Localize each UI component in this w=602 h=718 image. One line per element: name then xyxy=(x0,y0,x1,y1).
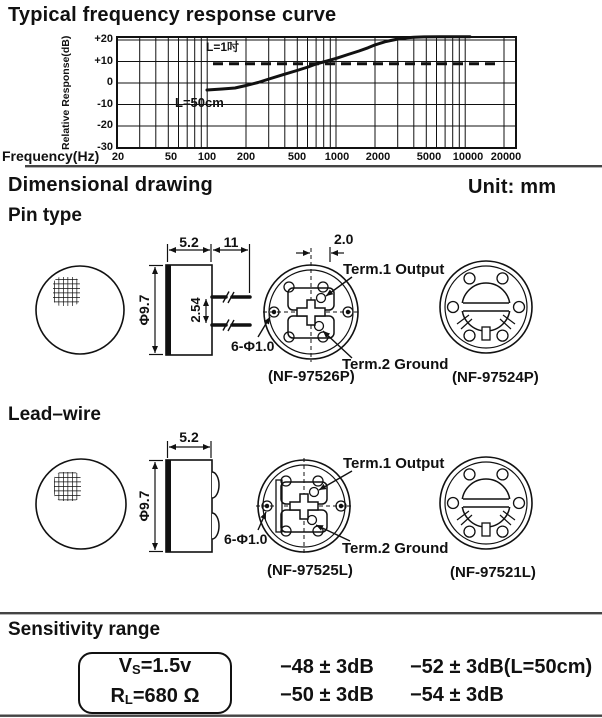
rl-line: RL=680 Ω xyxy=(110,685,200,707)
test-condition-box xyxy=(78,652,232,714)
term1-label: Term.1 Output xyxy=(343,455,445,472)
lead-wire-side-view xyxy=(149,441,219,552)
term1-label: Term.1 Output xyxy=(343,261,445,278)
sensitivity-value: −52 ± 3dB(L=50cm) xyxy=(410,656,593,678)
dim-pin-pitch: 2.54 xyxy=(188,297,203,323)
vs-line: VS=1.5v xyxy=(118,655,192,677)
model-label-97521l: (NF-97521L) xyxy=(450,564,536,581)
y-tick: +20 xyxy=(94,33,113,45)
y-tick: -20 xyxy=(97,119,113,131)
dim-term-offset: 2.0 xyxy=(334,231,354,247)
y-tick: -30 xyxy=(97,140,113,153)
model-label-97526p: (NF-97526P) xyxy=(268,368,355,385)
separator-top xyxy=(25,165,602,167)
x-tick: 50 xyxy=(164,151,178,163)
x-axis-label: Frequency(Hz) xyxy=(2,148,100,164)
mic-mesh xyxy=(54,472,81,501)
dim-holes: 6-Φ1.0 xyxy=(231,338,275,354)
freq-chart-curves xyxy=(207,37,500,90)
mic-mesh xyxy=(53,277,80,306)
dim-diameter: Φ9.7 xyxy=(136,490,152,522)
y-tick: 0 xyxy=(106,76,113,88)
curve-label-solid: L=50cm xyxy=(175,95,224,110)
sensitivity-title: Sensitivity range xyxy=(8,619,161,640)
x-tick: 1000 xyxy=(324,151,350,163)
sensitivity-value: −48 ± 3dB xyxy=(280,656,374,678)
x-tick: 10000 xyxy=(452,151,484,163)
y-axis-label: Relative Response(dB) xyxy=(60,35,72,150)
x-tick: 100 xyxy=(197,151,217,163)
x-tick: 20 xyxy=(111,151,125,163)
x-tick: 200 xyxy=(236,151,256,163)
dimensional-title: Dimensional drawing xyxy=(8,174,213,196)
pin-type-back-view-97524p xyxy=(440,261,532,353)
pin-type-heading: Pin type xyxy=(8,205,82,226)
pin-type-front-view xyxy=(36,266,124,354)
lead-wire-back-view-97525l xyxy=(256,458,352,554)
dim-body-width: 5.2 xyxy=(179,234,199,250)
y-tick: +10 xyxy=(94,54,113,67)
freq-section-title: Typical frequency response curve xyxy=(8,4,337,26)
model-label-97525l: (NF-97525L) xyxy=(267,562,353,579)
unit-label: Unit: mm xyxy=(468,176,557,198)
term2-label: Term.2 Ground xyxy=(342,540,449,557)
lead-wire-back-view-97521l xyxy=(440,457,532,549)
dim-diameter: Φ9.7 xyxy=(136,294,152,326)
lead-wire-front-view xyxy=(36,459,126,549)
x-tick: 5000 xyxy=(416,151,442,163)
sensitivity-value: −50 ± 3dB xyxy=(280,684,374,706)
x-tick: 500 xyxy=(287,151,307,163)
dim-holes: 6-Φ1.0 xyxy=(224,531,268,547)
lead-wire-heading: Lead–wire xyxy=(8,404,101,425)
dim-body-width: 5.2 xyxy=(179,429,199,445)
dim-pin-length: 11 xyxy=(223,234,239,250)
sensitivity-value: −54 ± 3dB xyxy=(410,684,504,706)
x-tick: 2000 xyxy=(365,151,391,163)
separator-sensitivity xyxy=(0,612,602,614)
y-tick: -10 xyxy=(97,97,113,110)
curve-label-dashed: L=1吋 xyxy=(206,40,240,54)
x-tick: 20000 xyxy=(490,151,522,163)
separator-bottom xyxy=(0,715,602,717)
term2-label: Term.2 Ground xyxy=(342,356,449,373)
freq-chart-grid xyxy=(117,37,516,148)
model-label-97524p: (NF-97524P) xyxy=(452,369,539,386)
